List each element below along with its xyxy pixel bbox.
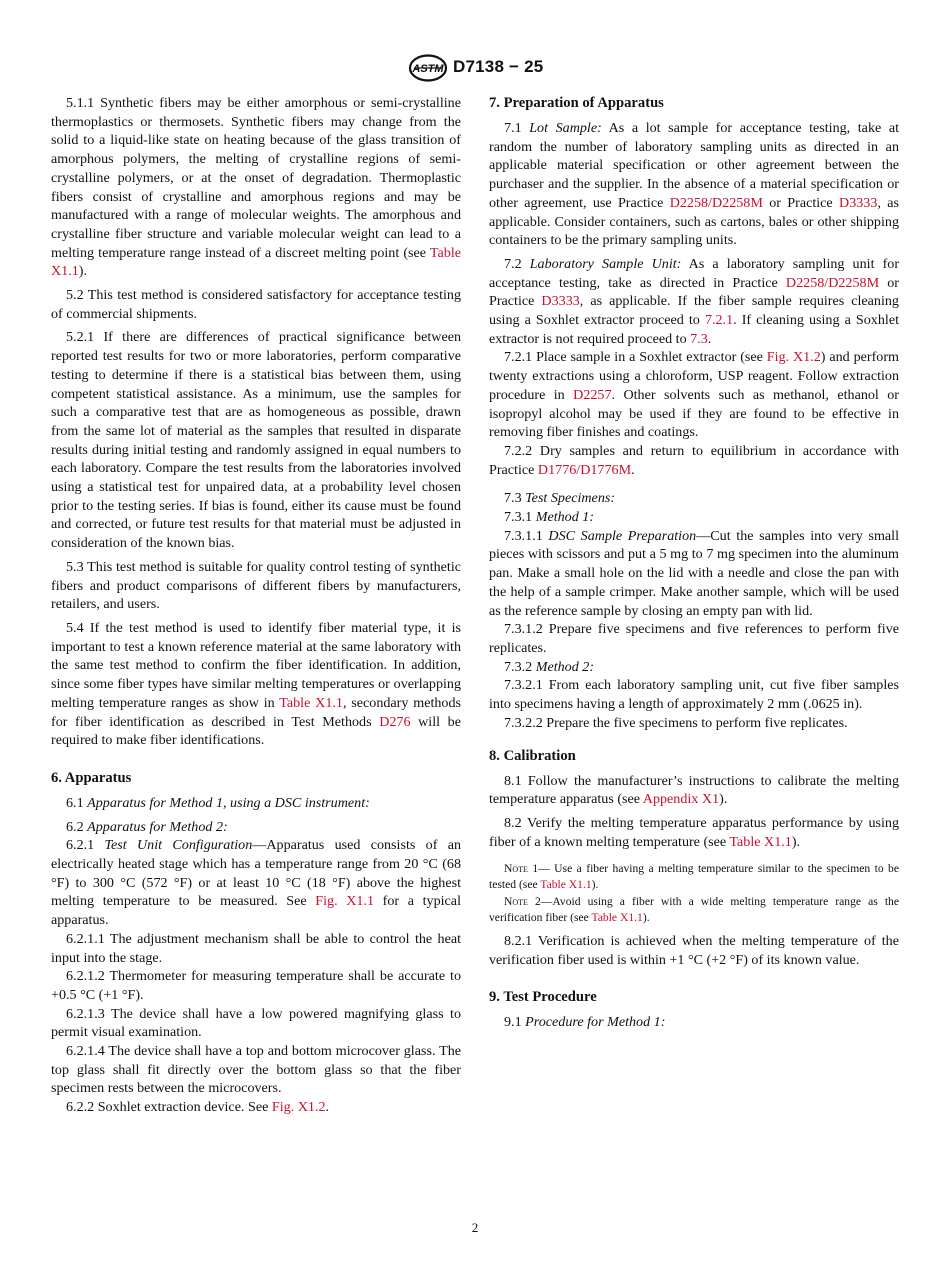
link-d276[interactable]: D276 bbox=[379, 713, 411, 730]
link-table-x1-1[interactable]: Table X1.1 bbox=[279, 694, 343, 711]
paragraph-5-1-1: 5.1.1 Synthetic fibers may be either amorphous or semi-crystalline thermoplastics or thermosets. Synthetic fibers may change from the solid to a liquid-like state on heating because of the glass transition of amorphous polymers, the melting of crystalline regions of semi-crystalline polymers, or at the onset of degradation. Thermoplastic fibers consist of crystalline and amorphous regions and may be manufactured with a range of molecular weights. The amorphous and crystalline fiber structure and variable molecular weight can lead to a melting temperature range instead of a discreet melting point (see Table X1.1). bbox=[51, 95, 461, 280]
link-fig-x1-1[interactable]: Fig. X1.1 bbox=[315, 893, 375, 910]
paragraph-7-3-2-2: 7.3.2.2 Prepare the five specimens to perform five replicates. bbox=[504, 714, 848, 731]
paragraph-7-2-2: 7.2.2 Dry samples and return to equilibrium in accordance with Practice D1776/D1776M. bbox=[489, 442, 899, 478]
paragraph-5-2-1: 5.2.1 If there are differences of practical significance between reported test results for two or more laboratories, perform comparative testing to determine if there is a statistical bias between them, using competent statistical assistance. As a minimum, use the samples for such a comparative test that are as homogeneous as possible, drawn from the same lot of material as the samples that resulted in disparate results during initial testing and randomly assigned in equal numbers to each laboratory. Compare the test results from the laboratories involved using a statistical test for unpaired data, at a probability level chosen prior to the testing series. If bias is found, either its cause must be found and corrected, or future test results for that material must be adjusted in consideration of the known bias. bbox=[51, 329, 461, 552]
paragraph-7-3-1-2: 7.3.1.2 Prepare five specimens and five references to perform five replicates. bbox=[489, 621, 899, 656]
link-d2257[interactable]: D2257 bbox=[573, 386, 612, 403]
link-appendix-x1[interactable]: Appendix X1 bbox=[642, 791, 720, 808]
paragraph-5-4: 5.4 If the test method is used to identify fiber material type, it is important to test a known reference material at the same laboratory with the same test method to confirm the fiber identification. In addition, since some fiber types have similar melting temperatures or overlapping melting temperature ranges as show in Table X1.1, secondary methods for fiber identification as described in Test Methods D276 will be required to make fiber identifications. bbox=[51, 619, 461, 749]
paragraph-6-2-1-4: 6.2.1.4 The device shall have a top and bottom microcover glass. The top glass shall fit directly over the bottom glass so that the fiber specimen rests between the microcovers. bbox=[51, 1043, 461, 1097]
link-section-7-2-1[interactable]: 7.2.1 bbox=[704, 312, 734, 329]
link-table-x1-1[interactable]: Table X1.1 bbox=[729, 833, 792, 850]
paragraph-6-2-1-2: 6.2.1.2 Thermometer for measuring temperature shall be accurate to +0.5 °C (+1 °F). bbox=[51, 968, 461, 1003]
paragraph-7-3-1-1: 7.3.1.1 DSC Sample Preparation—Cut the samples into very small pieces with scissors and put a 5 mg to 7 mg specimen into the aluminum pan. Make a small hole on the lid with a needle and close the pan with the help of a sample crimper. Make another sample, which will be used as the reference sample by closing an empty pan with lid. bbox=[489, 527, 899, 619]
link-section-7-3[interactable]: 7.3 bbox=[690, 330, 708, 347]
note-2: Note 2—Avoid using a fiber with a wide melting temperature range as the verification fiber (see Table X1.1). bbox=[489, 895, 899, 924]
note-1: Note 1— Use a fiber having a melting temperature similar to the specimen to be tested (see Table X1.1). bbox=[489, 862, 899, 891]
paragraph-6-2: 6.2 Apparatus for Method 2: bbox=[66, 818, 228, 835]
paragraph-5-3: 5.3 This test method is suitable for quality control testing of synthetic fibers and product comparisons of different fibers by manufacturers, retailers, and users. bbox=[51, 558, 461, 613]
standard-designation: D7138 − 25 bbox=[453, 57, 544, 76]
link-fig-x1-2[interactable]: Fig. X1.2 bbox=[271, 1099, 326, 1116]
astm-logo-icon bbox=[408, 54, 448, 82]
paragraph-9-1: 9.1 Procedure for Method 1: bbox=[504, 1014, 666, 1031]
section-heading-8: 8. Calibration bbox=[489, 747, 576, 764]
paragraph-6-2-1: 6.2.1 Test Unit Configuration—Apparatus used consists of an electrically heated stage which has a temperature range from 20 °C (68 °F) to 300 °C (572 °F) or at least 10 °C (18 °F) above the highest melting temperature to be measured. See Fig. X1.1 for a typical apparatus. bbox=[51, 837, 461, 929]
paragraph-6-2-1-3: 6.2.1.3 The device shall have a low powered magnifying glass to permit visual examination. bbox=[51, 1005, 461, 1041]
paragraph-7-3-1: 7.3.1 Method 1: bbox=[504, 509, 595, 526]
paragraph-7-1: 7.1 Lot Sample: As a lot sample for acceptance testing, take at random the number of laboratory sampling units as directed in an applicable material specification or other agreement between the purchaser and the supplier. In the absence of a material specification or other agreement, use Practice D2258/D2258M or Practice D3333, as applicable. Consider containers, such as cartons, bales or other shipping containers to be the primary sampling units. bbox=[489, 120, 900, 249]
link-table-x1-1[interactable]: Table X1.1 bbox=[51, 244, 461, 280]
section-heading-9: 9. Test Procedure bbox=[489, 989, 597, 1006]
link-d3333[interactable]: D3333 bbox=[541, 293, 580, 310]
paragraph-8-2: 8.2 Verify the melting temperature apparatus performance by using fiber of a known melting temperature (see Table X1.1). bbox=[489, 814, 899, 850]
paragraph-6-2-1-1: 6.2.1.1 The adjustment mechanism shall be able to control the heat input into the stage. bbox=[51, 930, 461, 966]
astm-logo-text: ASTM bbox=[412, 63, 444, 75]
paragraph-5-2: 5.2 This test method is considered satisfactory for acceptance testing of commercial shipments. bbox=[51, 287, 461, 322]
paragraph-7-2: 7.2 Laboratory Sample Unit: As a laboratory sampling unit for acceptance testing, take as directed in Practice D2258/D2258M or Practice D3333, as applicable. If the fiber sample requires cleaning using a Soxhlet extractor proceed to 7.2.1. If cleaning using a Soxhlet extractor is not required proceed to 7.3. bbox=[489, 255, 900, 347]
paragraph-8-2-1: 8.2.1 Verification is achieved when the melting temperature of the verification fiber used is within +1 °C (+2 °F) of its known value. bbox=[489, 932, 899, 968]
right-column bbox=[489, 94, 899, 1032]
link-table-x1-1[interactable]: Table X1.1 bbox=[591, 910, 643, 924]
section-heading-7: 7. Preparation of Apparatus bbox=[489, 95, 664, 111]
left-column bbox=[51, 94, 461, 1117]
link-fig-x1-2[interactable]: Fig. X1.2 bbox=[766, 349, 821, 366]
link-d2258[interactable]: D2258/D2258M bbox=[785, 274, 880, 291]
page-header bbox=[0, 52, 950, 86]
link-table-x1-1[interactable]: Table X1.1 bbox=[540, 877, 592, 891]
paragraph-6-1: 6.1 Apparatus for Method 1, using a DSC instrument: bbox=[66, 794, 370, 811]
paragraph-8-1: 8.1 Follow the manufacturer’s instructions to calibrate the melting temperature apparatus (see Appendix X1). bbox=[489, 772, 899, 808]
page-number: 2 bbox=[471, 1220, 479, 1235]
link-d2258[interactable]: D2258/D2258M bbox=[669, 194, 763, 211]
paragraph-7-3-2: 7.3.2 Method 2: bbox=[504, 658, 595, 675]
paragraph-7-3: 7.3 Test Specimens: bbox=[504, 490, 616, 507]
paragraph-7-2-1: 7.2.1 Place sample in a Soxhlet extractor (see Fig. X1.2) and perform twenty extractions using a chloroform, USP reagent. Follow extraction procedure in D2257. Other solvents such as methanol, ethanol or isopropyl alcohol may be used if they are found to be effective in removing fiber finishes and coatings. bbox=[489, 349, 899, 441]
paragraph-6-2-2: 6.2.2 Soxhlet extraction device. See Fig. X1.2. bbox=[66, 1099, 330, 1116]
section-heading-6: 6. Apparatus bbox=[51, 769, 132, 786]
link-d1776[interactable]: D1776/D1776M bbox=[537, 461, 632, 478]
paragraph-7-3-2-1: 7.3.2.1 From each laboratory sampling unit, cut five fiber samples into specimens having a length of approximately 2 mm (.0625 in). bbox=[489, 677, 899, 713]
link-d3333[interactable]: D3333 bbox=[839, 194, 878, 211]
